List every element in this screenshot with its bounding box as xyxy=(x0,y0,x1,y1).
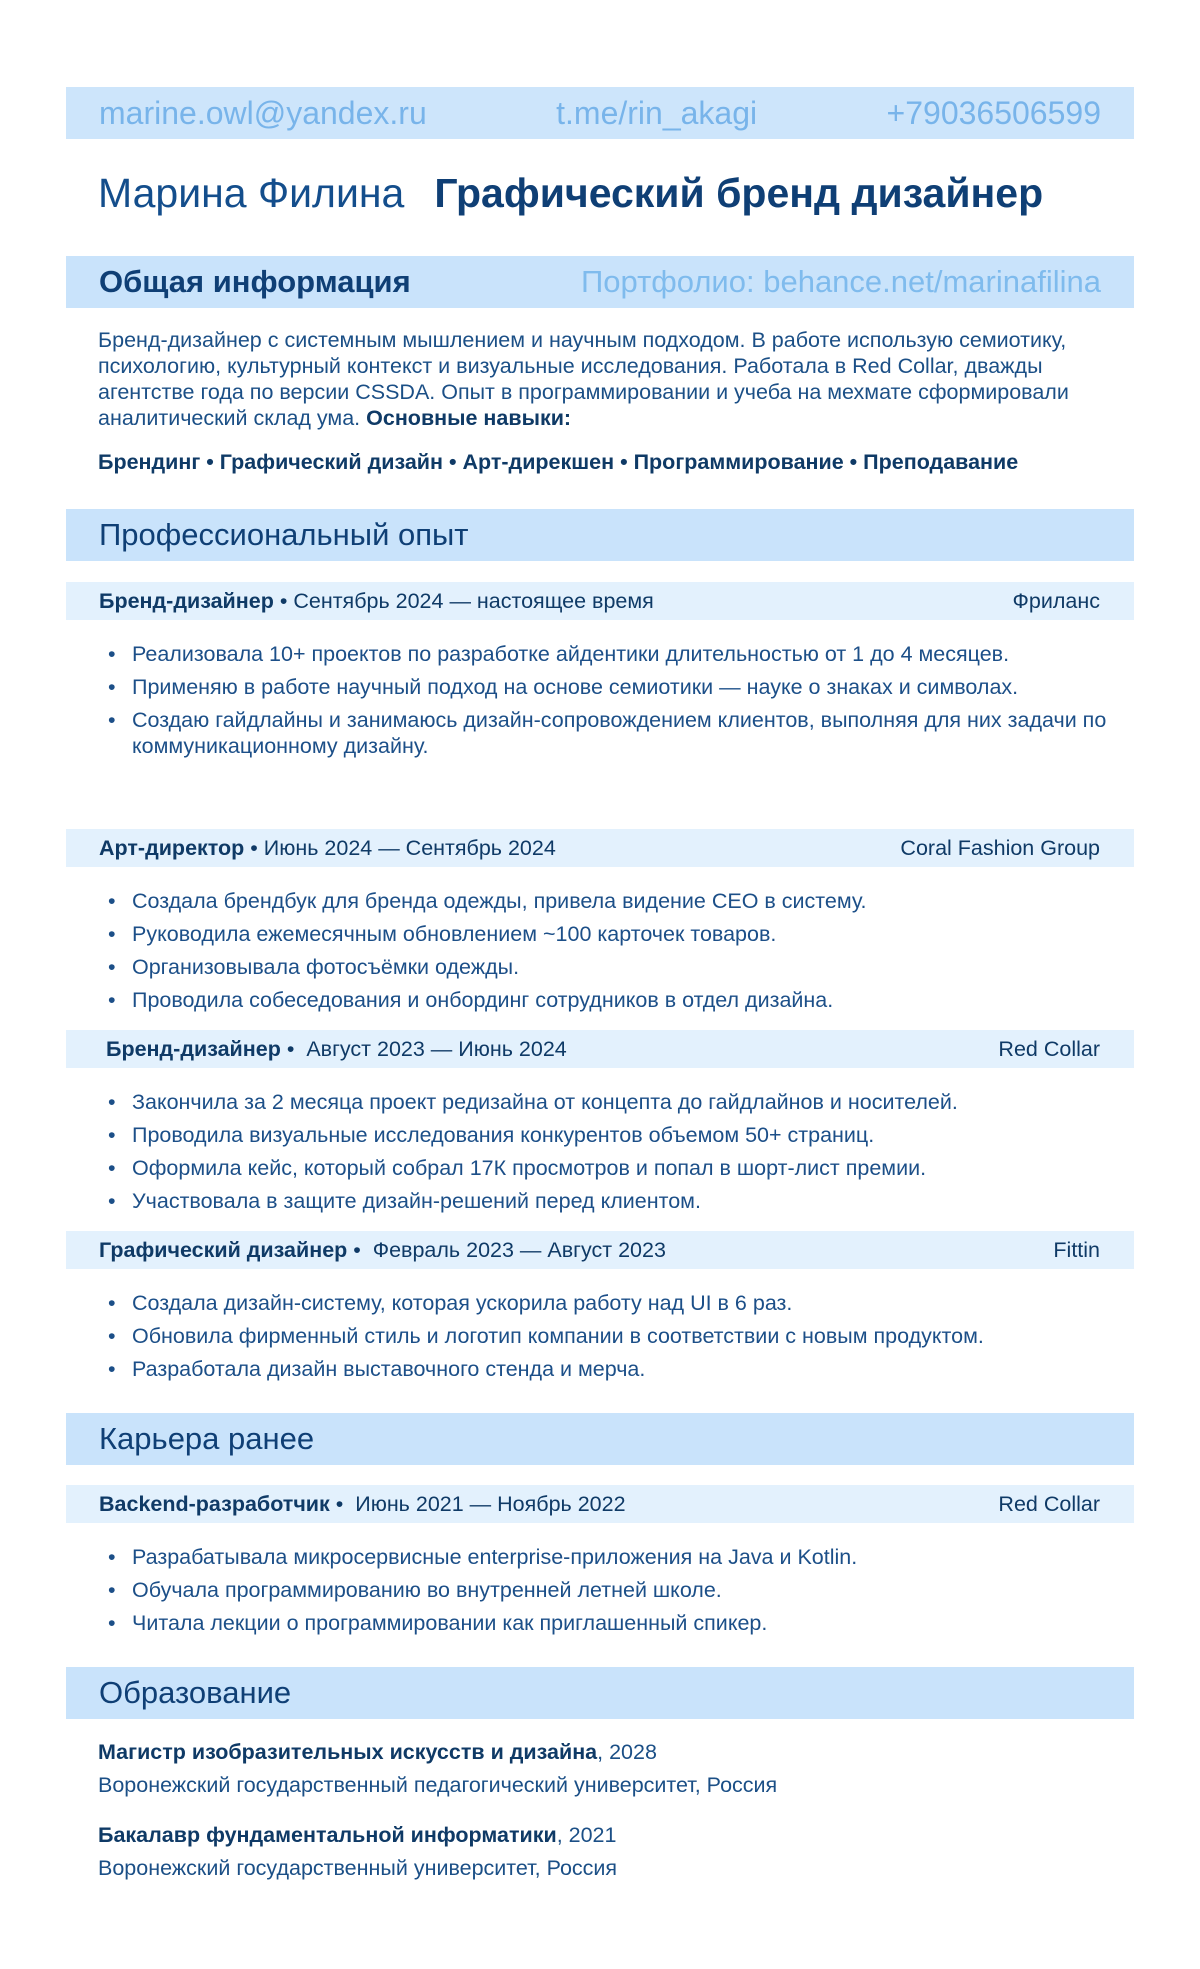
job-bullets xyxy=(132,1290,1122,1389)
list-item: • Закончила за 2 месяца проект редизайна от концепта до гайдлайнов и носителей. xyxy=(132,1089,1122,1115)
resume-header xyxy=(98,170,1043,217)
job-header: Бренд-дизайнер • Сентябрь 2024 — настоящее время Фриланс xyxy=(66,582,1134,620)
list-item: • Обучала программированию во внутренней летней школе. xyxy=(132,1577,1122,1603)
person-role: Графический бренд дизайнер xyxy=(434,170,1044,216)
degree-year: 2028 xyxy=(609,1740,657,1764)
job-bullets xyxy=(132,1544,1122,1643)
job-period: Август 2023 — Июнь 2024 xyxy=(306,1036,567,1061)
list-item: • Создала дизайн-систему, которая ускорила работу над UI в 6 раз. xyxy=(132,1290,1122,1316)
career-section-header xyxy=(66,1413,1134,1465)
section-title-education: Образование xyxy=(99,1675,292,1710)
person-name: Марина Филина xyxy=(98,170,405,216)
job-bullets xyxy=(132,641,1122,766)
job-bullets xyxy=(132,888,1122,1020)
list-item: • Проводила визуальные исследования конкурентов объемом 50+ страниц. xyxy=(132,1122,1122,1148)
job-period: Февраль 2023 — Август 2023 xyxy=(372,1237,666,1262)
degree-title: Бакалавр фундаментальной информатики xyxy=(98,1823,557,1847)
education-item xyxy=(98,1819,617,1885)
about-paragraph xyxy=(98,327,1108,431)
email-link[interactable]: marine.owl@yandex.ru xyxy=(99,94,427,131)
list-item: • Разрабатывала микросервисные enterprise-приложения на Java и Kotlin. xyxy=(132,1544,1122,1570)
telegram-link[interactable]: t.me/rin_akagi xyxy=(556,94,758,131)
list-item: • Создала брендбук для бренда одежды, привела видение CEO в систему. xyxy=(132,888,1122,914)
job-company: Fittin xyxy=(1053,1237,1100,1262)
job-header: Бренд-дизайнер • Август 2023 — Июнь 2024 Red Collar xyxy=(66,1030,1134,1068)
list-item: • Реализовала 10+ проектов по разработке айдентики длительностью от 1 до 4 месяцев. xyxy=(132,641,1122,667)
job-header: Арт-директор • Июнь 2024 — Сентябрь 2024 Coral Fashion Group xyxy=(66,829,1134,867)
degree-line: Бакалавр фундаментальной информатики, 2021 xyxy=(98,1823,617,1847)
job-period: Сентябрь 2024 — настоящее время xyxy=(293,588,654,613)
job-header: Backend-разработчик • Июнь 2021 — Ноябрь 2022 Red Collar xyxy=(66,1485,1134,1523)
education-item xyxy=(98,1736,777,1802)
portfolio-link[interactable]: Портфолио: behance.net/marinafilina xyxy=(581,264,1101,299)
section-title-career: Карьера ранее xyxy=(99,1421,315,1456)
job-title: Арт-директор xyxy=(99,835,245,860)
job-company: Red Collar xyxy=(998,1491,1100,1516)
degree-title: Магистр изобразительных искусств и дизайна xyxy=(98,1740,598,1764)
job-title: Бренд-дизайнер xyxy=(99,588,274,613)
contact-bar xyxy=(66,87,1134,139)
education-section-header xyxy=(66,1667,1134,1719)
school-name: Воронежский государственный педагогический университет, Россия xyxy=(98,1773,778,1797)
list-item: • Применяю в работе научный подход на основе семиотики — науке о знаках и символах. xyxy=(132,674,1122,700)
list-item: • Разработала дизайн выставочного стенда и мерча. xyxy=(132,1356,1122,1382)
list-item: • Организовывала фотосъёмки одежды. xyxy=(132,954,1122,980)
job-bullets xyxy=(132,1089,1122,1221)
degree-line: Магистр изобразительных искусств и дизайна, 2028 xyxy=(98,1740,657,1764)
skills-list: Брендинг • Графический дизайн • Арт-дирекшен • Программирование • Преподавание xyxy=(98,450,1019,474)
job-company: Coral Fashion Group xyxy=(900,835,1100,860)
section-title-experience: Профессиональный опыт xyxy=(99,517,469,552)
job-title: Backend-разработчик xyxy=(99,1491,330,1516)
school-name: Воронежский государственный университет, Россия xyxy=(98,1856,618,1880)
degree-year: 2021 xyxy=(568,1823,617,1847)
list-item: • Читала лекции о программировании как приглашенный спикер. xyxy=(132,1610,1122,1636)
about-text: Бренд-дизайнер с системным мышлением и научным подходом. В работе использую семиотику, психологию, культурный контекст и визуальные исследования. Работала в Red Collar, дважды агентстве года по версии CSSDA. Опыт в программировании и учеба на мехмате сформировали аналитический склад ума. xyxy=(98,328,1069,430)
job-period: Июнь 2024 — Сентябрь 2024 xyxy=(263,835,556,860)
list-item: • Создаю гайдлайны и занимаюсь дизайн-сопровождением клиентов, выполняя для них задачи по коммуникационному дизайну. xyxy=(132,707,1122,759)
list-item: • Оформила кейс, который собрал 17К просмотров и попал в шорт-лист премии. xyxy=(132,1155,1122,1181)
list-item: • Обновила фирменный стиль и логотип компании в соответствии с новым продуктом. xyxy=(132,1323,1122,1349)
list-item: • Участвовала в защите дизайн-решений перед клиентом. xyxy=(132,1188,1122,1214)
job-company: Фриланс xyxy=(1012,588,1100,613)
job-title: Графический дизайнер xyxy=(99,1237,348,1262)
general-info-section-header xyxy=(66,256,1134,308)
list-item: • Проводила собеседования и онбординг сотрудников в отдел дизайна. xyxy=(132,987,1122,1013)
list-item: • Руководила ежемесячным обновлением ~100 карточек товаров. xyxy=(132,921,1122,947)
skills-label: Основные навыки: xyxy=(366,406,572,430)
job-company: Red Collar xyxy=(998,1036,1100,1061)
job-header: Графический дизайнер • Февраль 2023 — Август 2023 Fittin xyxy=(66,1231,1134,1269)
experience-section-header xyxy=(66,509,1134,561)
phone-link[interactable]: +79036506599 xyxy=(886,94,1101,131)
job-period: Июнь 2021 — Ноябрь 2022 xyxy=(355,1491,626,1516)
section-title-general: Общая информация xyxy=(99,264,411,299)
job-title: Бренд-дизайнер xyxy=(106,1036,281,1061)
